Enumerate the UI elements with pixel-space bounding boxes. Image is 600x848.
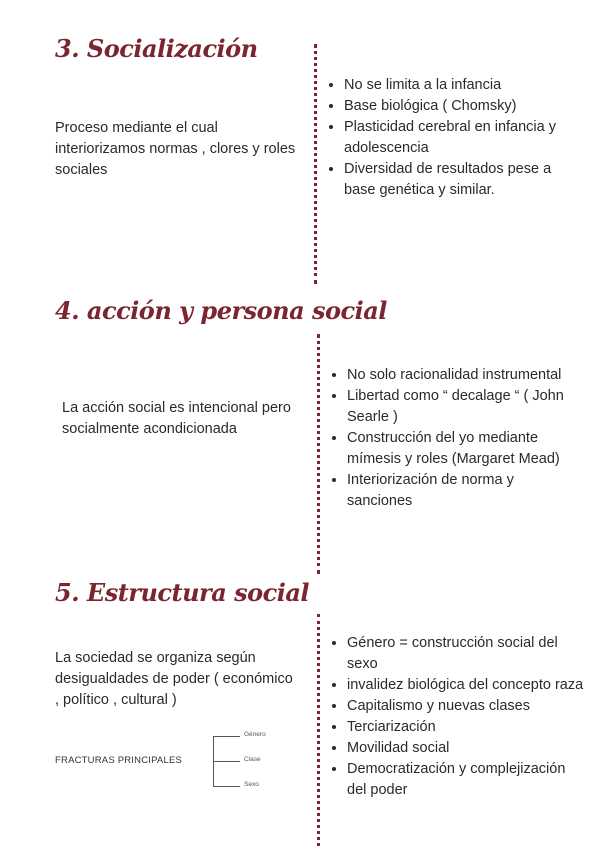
fracturas-label: FRACTURAS PRINCIPALES <box>55 755 183 766</box>
list-item: • No se limita a la infancia <box>344 75 579 96</box>
fracturas-branch-label: Género <box>244 731 266 738</box>
list-item: • Construcción del yo mediante mímesis y roles (Margaret Mead) <box>347 428 582 470</box>
list-item: • Libertad como “ decalage “ ( John Searle ) <box>347 386 582 428</box>
list-item: • Movilidad social <box>347 738 587 759</box>
list-item: • Base biológica ( Chomsky) <box>344 96 579 117</box>
section-5-bullet-list <box>331 633 587 801</box>
list-item: • Terciarización <box>347 717 587 738</box>
fracturas-branch-line <box>213 786 240 787</box>
list-item: • Género = construcción social del sexo <box>347 633 587 675</box>
section-3-divider <box>314 44 317 284</box>
section-3-bullet-list <box>328 75 579 201</box>
list-item: • Democratización y complejización del poder <box>347 759 587 801</box>
section-3-heading: 3. Socialización <box>55 34 258 63</box>
section-4-description: La acción social es intencional pero socialmente acondicionada <box>62 400 291 437</box>
section-5-divider <box>317 614 320 846</box>
list-item: • Plasticidad cerebral en infancia y adolescencia <box>344 117 579 159</box>
list-item: • Interiorización de norma y sanciones <box>347 470 582 512</box>
section-4-bullet-list <box>331 365 582 512</box>
list-item: • invalidez biológica del concepto raza <box>347 675 587 696</box>
list-item: • Capitalismo y nuevas clases <box>347 696 587 717</box>
section-3-description: Proceso mediante el cual interiorizamos normas , clores y roles sociales <box>55 120 296 178</box>
fracturas-branch-label: Sexo <box>244 781 259 788</box>
list-item: • No solo racionalidad instrumental <box>347 365 582 386</box>
section-5-description: La sociedad se organiza según desigualdades de poder ( económico , político , cultural ) <box>55 650 293 708</box>
section-4-heading: 4. acción y persona social <box>55 296 387 325</box>
fracturas-branch-label: Clase <box>244 756 261 763</box>
fracturas-branch-line <box>213 736 240 737</box>
section-5-heading: 5. Estructura social <box>55 578 310 607</box>
section-4-divider <box>317 334 320 574</box>
list-item: • Diversidad de resultados pese a base genética y similar. <box>344 159 579 201</box>
fracturas-branch-line <box>213 761 240 762</box>
